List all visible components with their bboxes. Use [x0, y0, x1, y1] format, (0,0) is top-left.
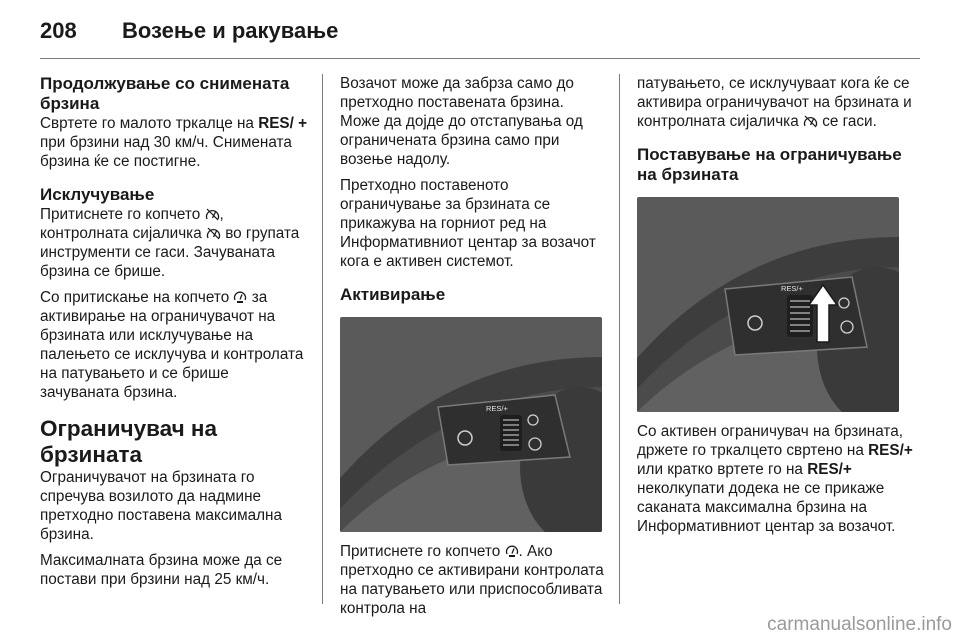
paragraph-press-button [340, 542, 605, 618]
res-plus-label: RES/+ [486, 404, 508, 413]
paragraph-limiter-desc: Ограничувачот на брзината го спречува возилото да надмине претходно поставена максимална брзина. [40, 469, 283, 543]
heading-set-limit: Поставување на ограничување на брзината [637, 145, 902, 184]
column-divider-2 [619, 74, 620, 604]
text: Притиснете го копчето [340, 543, 505, 560]
text: неколкупати додека не се прикаже саканата максимална брзина на Информативниот центар за возачот. [637, 480, 896, 535]
column-2 [340, 74, 605, 618]
text: во групата инструменти се гаси. Зачуваната брзина се брише. [40, 225, 300, 280]
paragraph-resume [40, 114, 310, 171]
res-label: RES/ + [258, 115, 308, 132]
paragraph-deactivate [637, 74, 922, 131]
watermark: carmanualsonline.info [767, 614, 952, 635]
paragraph-limiter-max: Максималната брзина може да се постави при брзини над 25 км/ч. [40, 552, 283, 588]
header-divider [40, 58, 920, 59]
page-title: Возење и ракување [122, 18, 339, 43]
steering-wheel-figure-1 [340, 317, 602, 532]
text: се гаси. [817, 113, 877, 130]
page-header [40, 14, 920, 54]
steering-wheel-figure-2 [637, 197, 899, 412]
paragraph-limiter-note [40, 288, 310, 402]
paragraph-display: Претходно поставеното ограничување за брзината се прикажува на горниот ред на Информативниот центар за возачот кога е активен системот. [340, 177, 596, 270]
text: за активирање на ограничувачот на брзината или исклучување на палењето се исклучува и контролата на патувањето и се брише зачуваната брзина. [40, 289, 304, 401]
page-number: 208 [40, 18, 77, 43]
text: Со активен ограничувач на брзината, држете го тркалцето свртено на [637, 423, 904, 459]
text: Притиснете го копчето [40, 206, 205, 223]
paragraph-switch-off [40, 205, 310, 281]
cruise-off-icon [206, 227, 221, 240]
heading-activation: Активирање [340, 285, 446, 304]
heading-switch-off: Исклучување [40, 185, 155, 204]
speed-limiter-icon [505, 544, 519, 558]
cruise-off-icon [803, 115, 818, 128]
text: . Ако претходно се активирани контролата на патувањето или приспособливата контрола на [340, 543, 604, 617]
text: Со притискање на копчето [40, 289, 234, 306]
column-1 [40, 74, 310, 589]
speed-limiter-icon [233, 290, 247, 304]
paragraph-hold-wheel [637, 422, 922, 536]
text: , контролната сијаличка [40, 206, 224, 242]
paragraph-accelerate: Возачот може да забрза само до претходно поставената брзина. Може да дојде до отстапувања од ограничената брзина само при возење надолу. [340, 75, 583, 168]
res-label: RES/+ [807, 461, 852, 478]
column-divider-1 [322, 74, 323, 604]
heading-resume-speed: Продолжување со снимената брзина [40, 74, 290, 113]
column-3 [637, 74, 922, 536]
text: патувањето, се исклучуваат кога ќе се активира ограничувачот на брзината и контролната сијаличка [637, 75, 912, 130]
heading-speed-limiter: Ограничувач на брзината [40, 416, 218, 467]
text: Свртете го малото тркалце на [40, 115, 259, 132]
text: или кратко вртете го на [637, 461, 808, 478]
res-label: RES/+ [868, 442, 913, 459]
cruise-off-icon [205, 208, 220, 221]
res-plus-label: RES/+ [781, 284, 803, 293]
text: при брзини над 30 км/ч. Снимената брзина ќе се постигне. [40, 134, 292, 170]
